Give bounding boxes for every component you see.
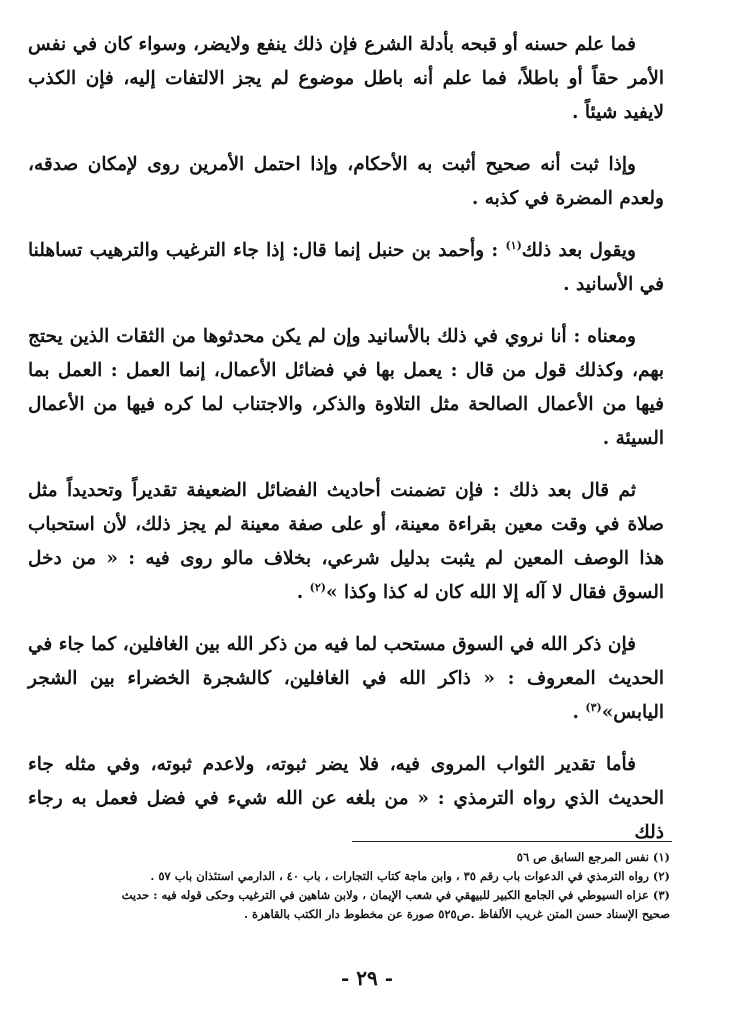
footnotes (110, 848, 670, 924)
footnote: (٣) عزاه السيوطي في الجامع الكبير للبيهقي في شعب الإيمان ، ولابن شاهين في الترغيب وحكى قوله فيه : حديث صحيح الإسناد حسن المتن غريب الألفاظ .ص٥٢٥ صورة عن مخطوط دار الكتب بالقاهرة . (121, 888, 670, 921)
footnote: (٢) رواه الترمذي في الدعوات باب رقم ٣٥ ، وابن ماجة كتاب التجارات ، باب ٤٠ ، الدارمي استئذان باب ٥٧ . (150, 869, 670, 883)
paragraph (28, 474, 664, 610)
paragraph-text: ويقول بعد ذلك (521, 240, 636, 261)
footnote-ref: (٣) (585, 700, 602, 714)
paragraph-text: . (296, 582, 310, 603)
page-number: - ٢٩ - (340, 966, 393, 990)
paragraph (28, 748, 664, 850)
paragraph (28, 28, 664, 130)
footnote-divider (352, 841, 672, 842)
paragraph-text: . (572, 702, 586, 723)
paragraph-text: فأما تقدير الثواب المروى فيه، فلا يضر ثبوته، ولاعدم ثبوته، وفي مثله جاء الحديث الذي رواه الترمذي : « من بلغه عن الله شيء في فضل فعمل به رجاء ذلك (28, 754, 664, 843)
paragraph (28, 320, 664, 456)
paragraph-text: ثم قال بعد ذلك : فإن تضمنت أحاديث الفضائل الضعيفة تقديراً وتحديداً مثل صلاة في وقت معين بقراءة معينة، أو على صفة معينة لم يجز ذلك، لأن استحباب هذا الوصف المعين لم يثبت بدليل شرعي، بخلاف مالو روى فيه : « من دخل السوق فقال لا آله إلا الله كان له كذا وكذا » (28, 480, 664, 603)
main-text (28, 28, 664, 868)
footnote-ref: (١) (505, 238, 522, 252)
paragraph-text: فما علم حسنه أو قبحه بأدلة الشرع فإن ذلك ينفع ولايضر، وسواء كان في نفس الأمر حقاً أو باطلاً، فما علم أنه باطل موضوع لم يجز الالتفات إليه، فإن الكذب لايفيد شيئاً . (28, 34, 664, 123)
paragraph (28, 234, 664, 302)
footnote-ref: (٢) (309, 580, 326, 594)
footnote: (١) نفس المرجع السابق ص ٥٦ (516, 850, 670, 864)
paragraph (28, 148, 664, 216)
paragraph-text: : وأحمد بن حنبل إنما قال: إذا جاء الترغيب والترهيب تساهلنا في الأسانيد . (28, 240, 664, 295)
paragraph-text: ومعناه : أنا نروي في ذلك بالأسانيد وإن لم يكن محدثوها من الثقات الذين يحتج بهم، وكذلك قول من قال : يعمل بها في فضائل الأعمال، إنما العمل : العمل بما فيها من الأعمال الصالحة مثل التلاوة والذكر، والاجتناب لما كره فيها من الأعمال السيئة . (28, 326, 664, 449)
paragraph-text: فإن ذكر الله في السوق مستحب لما فيه من ذكر الله بين الغافلين، كما جاء في الحديث المعروف : « ذاكر الله في الغافلين، كالشجرة الخضراء بين الشجر اليابس» (28, 634, 664, 723)
paragraph (28, 628, 664, 730)
paragraph-text: وإذا ثبت أنه صحيح أثبت به الأحكام، وإذا احتمل الأمرين روى لإمكان صدقه، ولعدم المضرة في كذبه . (28, 154, 664, 209)
